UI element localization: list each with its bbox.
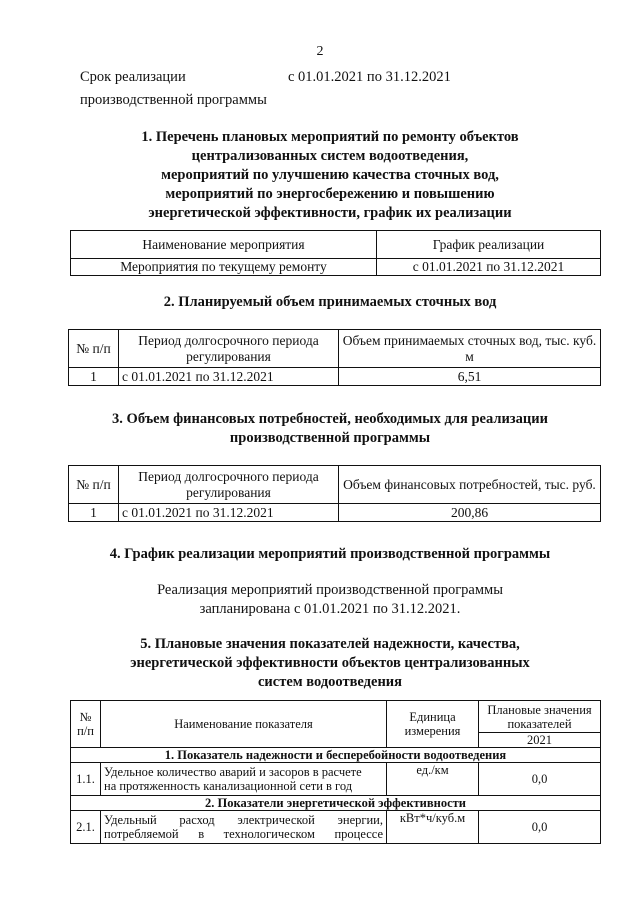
table-cell: кВт*ч/куб.м bbox=[387, 811, 479, 844]
table-cell: с 01.01.2021 по 31.12.2021 bbox=[119, 504, 339, 522]
group-row: 2. Показатели энергетической эффективности bbox=[71, 796, 601, 811]
section-3-title: 3. Объем финансовых потребностей, необходимых для реализации производственной программы bbox=[112, 411, 548, 446]
col-header: № п/п bbox=[71, 701, 101, 748]
table-cell: с 01.01.2021 по 31.12.2021 bbox=[377, 259, 601, 276]
col-header: Период долгосрочного периода регулирования bbox=[119, 466, 339, 504]
col-header: № п/п bbox=[69, 466, 119, 504]
table-cell: 1 bbox=[69, 368, 119, 386]
table-cell: 200,86 bbox=[339, 504, 601, 522]
group-row: 1. Показатель надежности и бесперебойности водоотведения bbox=[71, 748, 601, 763]
col-header: Единица измерения bbox=[387, 701, 479, 748]
section-2-title: 2. Планируемый объем принимаемых сточных вод bbox=[163, 294, 497, 310]
section-1-title: 1. Перечень плановых мероприятий по ремонту объектов централизованных систем водоотведения, мероприятий по улучшению качества сточных вод, мероприятий по энергосбережению и повышению энергетической эффективности, график их реализации bbox=[141, 129, 519, 221]
table-cell: Мероприятия по текущему ремонту bbox=[71, 259, 377, 276]
col-header: Наименование мероприятия bbox=[71, 231, 377, 259]
table-cell: 6,51 bbox=[339, 368, 601, 386]
table-cell: Удельный расход электрической энергии, потребляемой в технологическом процессе bbox=[101, 811, 387, 844]
col-header: Плановые значения показателей bbox=[479, 701, 601, 733]
col-header: Период долгосрочного периода регулирования bbox=[119, 330, 339, 368]
section-4-title: 4. График реализации мероприятий производственной программы bbox=[109, 546, 551, 562]
table-cell: с 01.01.2021 по 31.12.2021 bbox=[119, 368, 339, 386]
activities-table bbox=[70, 230, 601, 276]
wastewater-volume-table bbox=[68, 329, 601, 386]
table-cell: Удельное количество аварий и засоров в расчете на протяженность канализационной сети в год bbox=[101, 763, 387, 796]
col-header: Объем принимаемых сточных вод, тыс. куб. м bbox=[339, 330, 601, 368]
col-header: Наименование показателя bbox=[101, 701, 387, 748]
col-header: График реализации bbox=[377, 231, 601, 259]
table-cell: 1.1. bbox=[71, 763, 101, 796]
table-cell: 0,0 bbox=[479, 811, 601, 844]
table-cell: 1 bbox=[69, 504, 119, 522]
indicators-table bbox=[70, 700, 601, 844]
table-cell: 0,0 bbox=[479, 763, 601, 796]
period-value: с 01.01.2021 по 31.12.2021 bbox=[288, 69, 451, 85]
table-cell: 2.1. bbox=[71, 811, 101, 844]
col-header: Объем финансовых потребностей, тыс. руб. bbox=[339, 466, 601, 504]
section-4-text: Реализация мероприятий производственной программы запланирована с 01.01.2021 по 31.12.2021. bbox=[157, 582, 503, 617]
period-label: Срок реализации производственной программы bbox=[80, 69, 267, 108]
financial-needs-table bbox=[68, 465, 601, 522]
section-5-title: 5. Плановые значения показателей надежности, качества, энергетической эффективности объектов централизованных систем водоотведения bbox=[130, 636, 530, 690]
col-header-year: 2021 bbox=[479, 733, 601, 748]
page-number: 2 bbox=[316, 44, 324, 59]
col-header: № п/п bbox=[69, 330, 119, 368]
table-cell: ед./км bbox=[387, 763, 479, 796]
